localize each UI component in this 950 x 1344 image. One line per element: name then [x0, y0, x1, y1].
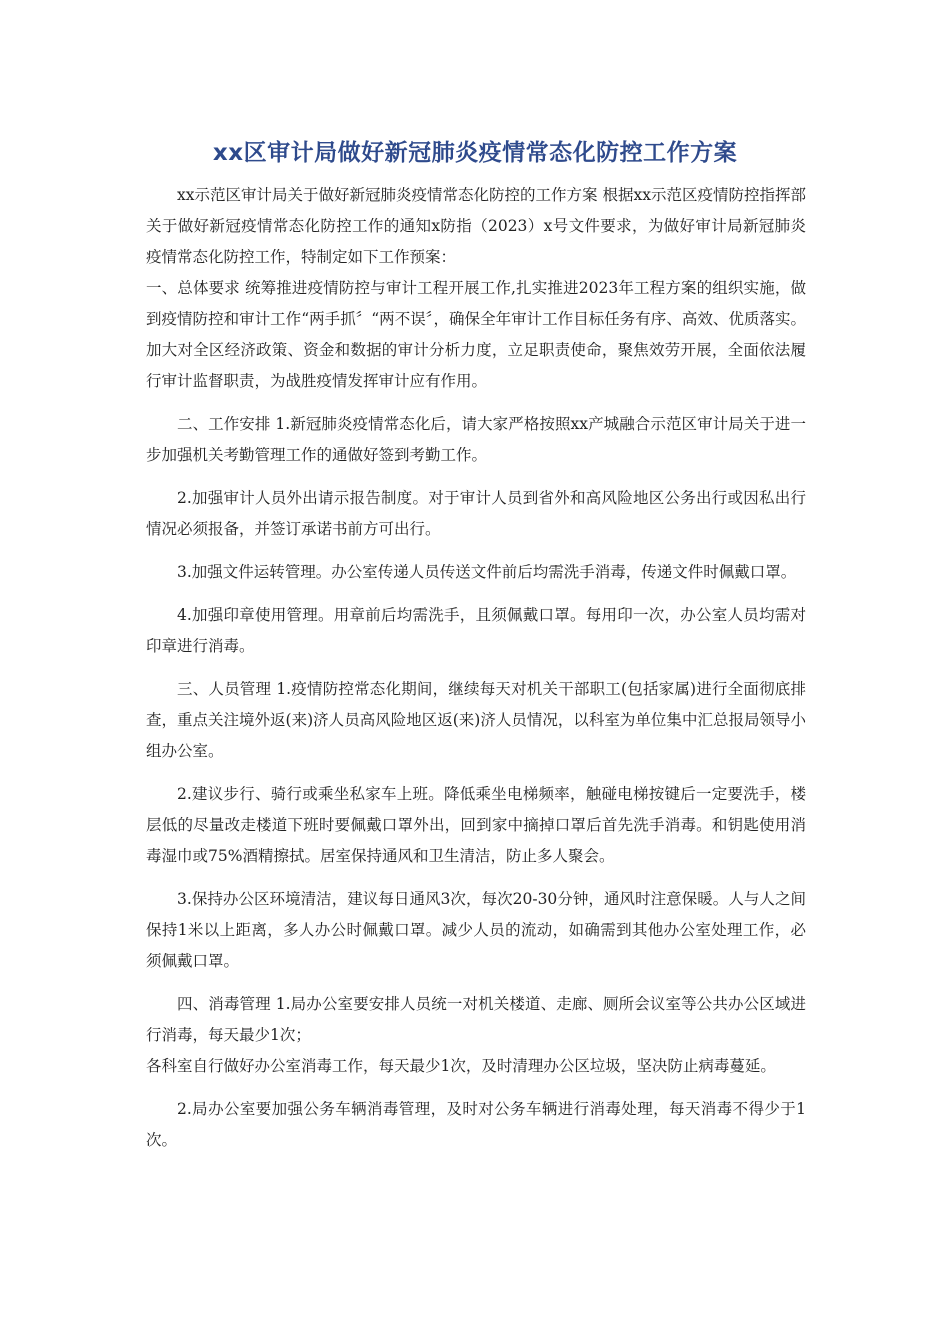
paragraph-personnel-3: 3.保持办公区环境清洁，建议每日通风3次，每次20-30分钟，通风时注意保暖。人与人之间保持1米以上距离，多人办公时佩戴口罩。减少人员的流动，如确需到其他办公室处理工作，必须佩戴口罩。	[146, 890, 806, 970]
paragraph-personnel-1: 三、人员管理 1.疫情防控常态化期间，继续每天对机关干部职工(包括家属)进行全面彻底排查，重点关注境外返(来)济人员高风险地区返(来)济人员情况，以科室为单位集中汇总报局领导小组办公室。	[146, 680, 806, 760]
paragraph-work-arrangement-2: 2.加强审计人员外出请示报告制度。对于审计人员到省外和高风险地区公务出行或因私出行情况必须报备，并签订承诺书前方可出行。	[146, 489, 806, 538]
paragraph-intro: xx示范区审计局关于做好新冠肺炎疫情常态化防控的工作方案 根据xx示范区疫情防控指挥部关于做好新冠疫情常态化防控工作的通知x防指（2023）x号文件要求，为做好审计局新冠肺炎疫情常态化防控工作，特制定如下工作预案：	[146, 186, 806, 266]
paragraph-personnel-2: 2.建议步行、骑行或乘坐私家车上班。降低乘坐电梯频率，触碰电梯按键后一定要洗手，楼层低的尽量改走楼道下班时要佩戴口罩外出，回到家中摘掉口罩后首先洗手消毒。和钥匙使用消毒湿巾或75%酒精擦拭。居室保持通风和卫生清洁，防止多人聚会。	[146, 785, 806, 865]
document-body	[146, 180, 806, 1156]
paragraph-work-arrangement-1: 二、工作安排 1.新冠肺炎疫情常态化后，请大家严格按照xx产城融合示范区审计局关于进一步加强机关考勤管理工作的通做好签到考勤工作。	[146, 415, 806, 464]
paragraph-work-arrangement-4: 4.加强印章使用管理。用章前后均需洗手，且须佩戴口罩。每用印一次，办公室人员均需对印章进行消毒。	[146, 606, 806, 655]
paragraph-general-requirements: 一、总体要求 统筹推进疫情防控与审计工程开展工作,扎实推进2023年工程方案的组织实施，做到疫情防控和审计工作“两手抓〞“两不误〞，确保全年审计工作目标任务有序、高效、优质落实。加大对全区经济政策、资金和数据的审计分析力度，立足职责使命，聚焦效劳开展，全面依法履行审计监督职责，为战胜疫情发挥审计应有作用。	[146, 279, 806, 390]
paragraph-disinfection-offices: 各科室自行做好办公室消毒工作，每天最少1次，及时清理办公区垃圾，坚决防止病毒蔓延。	[146, 1057, 776, 1075]
document-title: xx区审计局做好新冠肺炎疫情常态化防控工作方案	[212, 140, 738, 166]
paragraph-disinfection-2: 2.局办公室要加强公务车辆消毒管理，及时对公务车辆进行消毒处理，每天消毒不得少于1次。	[146, 1100, 806, 1149]
paragraph-disinfection-1: 四、消毒管理 1.局办公室要安排人员统一对机关楼道、走廊、厕所会议室等公共办公区域进行消毒，每天最少1次；	[146, 995, 806, 1044]
paragraph-work-arrangement-3: 3.加强文件运转管理。办公室传递人员传送文件前后均需洗手消毒，传递文件时佩戴口罩。	[177, 563, 797, 581]
